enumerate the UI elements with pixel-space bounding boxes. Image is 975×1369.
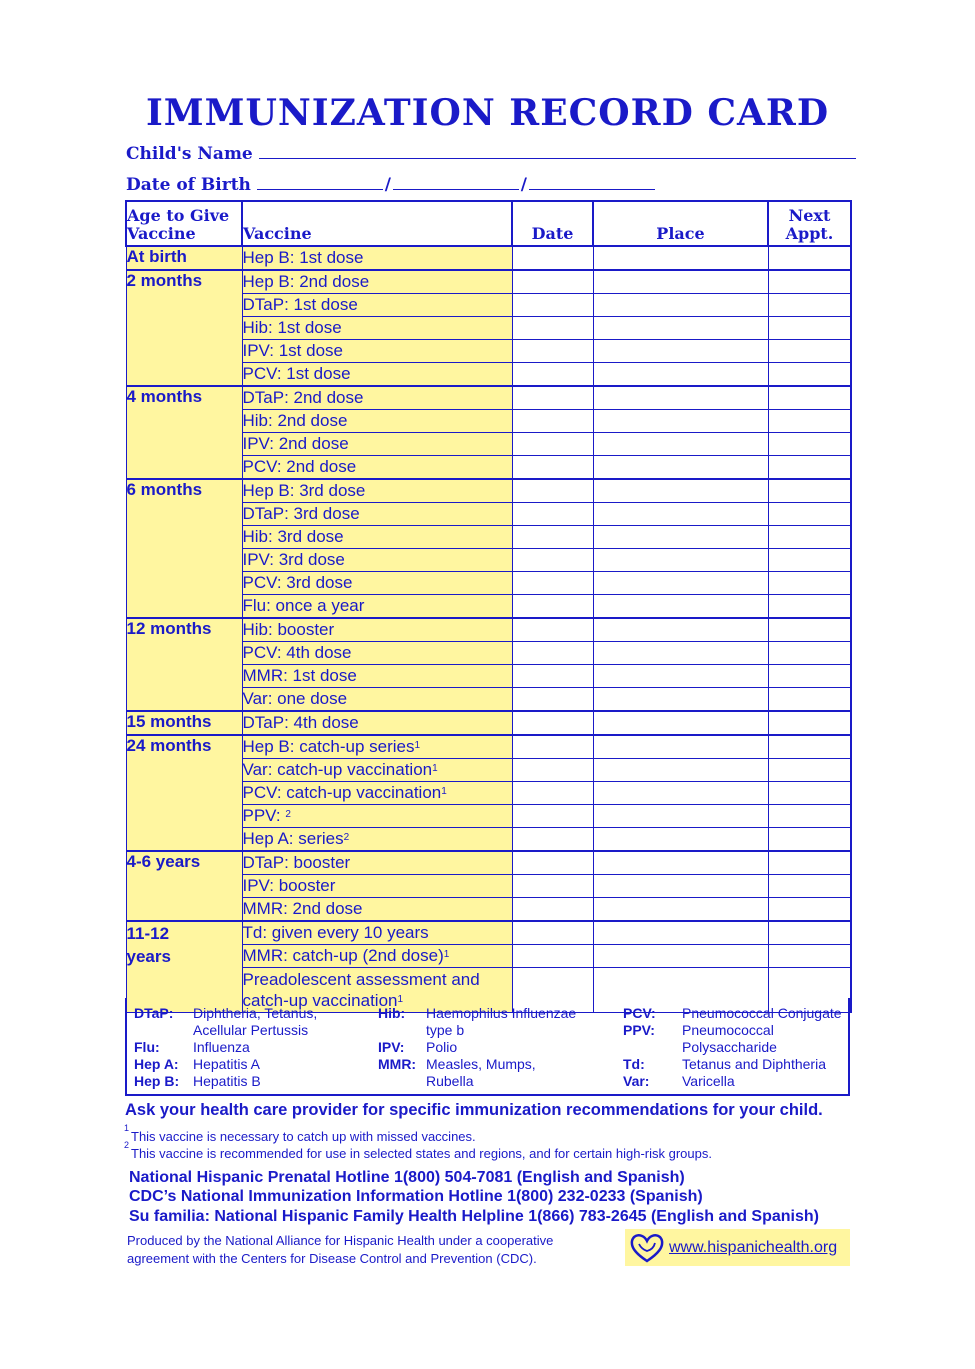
- vaccine-cell: IPV: 2nd dose: [242, 433, 512, 456]
- vaccine-cell: Var: one dose: [242, 688, 512, 712]
- place-cell[interactable]: [593, 246, 768, 270]
- date-cell[interactable]: [512, 456, 593, 480]
- age-cell: 2 months: [126, 270, 242, 386]
- header-place: Place: [593, 201, 768, 246]
- place-cell[interactable]: [593, 805, 768, 828]
- next-appt-cell[interactable]: [768, 386, 851, 410]
- vaccine-cell: PCV: 1st dose: [242, 363, 512, 387]
- next-appt-cell[interactable]: [768, 317, 851, 340]
- legend-column-2: [378, 1005, 576, 1090]
- vaccine-cell: PPV: $^2$: [242, 805, 512, 828]
- place-cell[interactable]: [593, 759, 768, 782]
- vaccine-cell: Hib: 1st dose: [242, 317, 512, 340]
- date-cell[interactable]: [512, 711, 593, 735]
- dob-label: Date of Birth: [126, 175, 251, 195]
- next-appt-cell[interactable]: [768, 851, 851, 875]
- legend-meaning: Hepatitis B: [193, 1073, 261, 1089]
- vaccine-cell: Td: given every 10 years: [242, 921, 512, 945]
- next-appt-cell[interactable]: [768, 433, 851, 456]
- legend-entry: [134, 1039, 317, 1056]
- dob-field: Date of Birth / /: [126, 173, 655, 195]
- place-cell[interactable]: [593, 595, 768, 619]
- next-appt-cell[interactable]: [768, 456, 851, 480]
- date-cell[interactable]: [512, 851, 593, 875]
- date-cell[interactable]: [512, 270, 593, 294]
- date-cell[interactable]: [512, 433, 593, 456]
- vaccine-cell: Preadolescent assessment and catch-up vaccination$^1$: [242, 968, 512, 1013]
- header-vaccine: Vaccine: [242, 201, 512, 246]
- table-row: [126, 246, 851, 270]
- age-cell: 4 months: [126, 386, 242, 479]
- age-cell: 11-12 years: [126, 921, 242, 1013]
- vaccine-cell: IPV: booster: [242, 875, 512, 898]
- table-row: [126, 735, 851, 759]
- place-cell[interactable]: [593, 711, 768, 735]
- date-cell[interactable]: [512, 642, 593, 665]
- place-cell[interactable]: [593, 363, 768, 387]
- page-title: IMMUNIZATION RECORD CARD: [145, 92, 830, 134]
- website-badge[interactable]: [625, 1229, 850, 1266]
- legend-abbrev: PCV:: [623, 1005, 656, 1021]
- date-cell[interactable]: [512, 945, 593, 968]
- hotline-cdc: CDC’s National Immunization Information Hotline 1(800) 232-0233 (Spanish): [129, 1188, 703, 1205]
- legend-entry: [623, 1073, 842, 1090]
- table-row: [126, 618, 851, 642]
- legend-abbrev: PPV:: [623, 1022, 655, 1038]
- vaccine-cell: PCV: 2nd dose: [242, 456, 512, 480]
- vaccine-cell: Hep B: 3rd dose: [242, 479, 512, 503]
- date-cell[interactable]: [512, 735, 593, 759]
- age-cell: At birth: [126, 246, 242, 270]
- website-link[interactable]: www.hispanichealth.org: [669, 1239, 838, 1256]
- immunization-table: [125, 200, 852, 1013]
- place-cell[interactable]: [593, 851, 768, 875]
- table-row: [126, 479, 851, 503]
- legend-abbrev: MMR:: [378, 1056, 417, 1072]
- vaccine-cell: PCV: catch-up vaccination$^1$: [242, 782, 512, 805]
- vaccine-cell: Hib: 3rd dose: [242, 526, 512, 549]
- legend-entry: [623, 1056, 842, 1073]
- legend-entry: [378, 1005, 576, 1039]
- legend-entry: [134, 1073, 317, 1090]
- date-cell[interactable]: [512, 410, 593, 433]
- child-name-field: [126, 142, 856, 164]
- vaccine-cell: PCV: 3rd dose: [242, 572, 512, 595]
- produced-by-note: Produced by the National Alliance for Hispanic Health under a cooperative agreement with the Centers for Disease Control and Prevention (CDC).: [127, 1233, 554, 1266]
- date-cell[interactable]: [512, 246, 593, 270]
- vaccine-cell: Hep B: catch-up series$^1$: [242, 735, 512, 759]
- footnote-2: 2 This vaccine is recommended for use in selected states and regions, and for certain high-risk groups.: [124, 1140, 712, 1161]
- vaccine-cell: Hep B: 2nd dose: [242, 270, 512, 294]
- next-appt-cell[interactable]: [768, 618, 851, 642]
- age-cell: 4-6 years: [126, 851, 242, 921]
- vaccine-cell: MMR: 2nd dose: [242, 898, 512, 922]
- date-cell[interactable]: [512, 782, 593, 805]
- next-appt-cell[interactable]: [768, 246, 851, 270]
- next-appt-cell[interactable]: [768, 945, 851, 968]
- next-appt-cell[interactable]: [768, 340, 851, 363]
- table-row: [126, 851, 851, 875]
- age-cell: 12 months: [126, 618, 242, 711]
- place-cell[interactable]: [593, 317, 768, 340]
- next-appt-cell[interactable]: [768, 898, 851, 922]
- next-appt-cell[interactable]: [768, 595, 851, 619]
- legend-meaning: Measles, Mumps, Rubella: [426, 1056, 536, 1089]
- heart-logo-icon: [629, 1232, 665, 1264]
- place-cell[interactable]: [593, 433, 768, 456]
- place-cell[interactable]: [593, 456, 768, 480]
- place-cell[interactable]: [593, 526, 768, 549]
- date-cell[interactable]: [512, 363, 593, 387]
- place-cell[interactable]: [593, 665, 768, 688]
- date-cell[interactable]: [512, 595, 593, 619]
- child-name-line[interactable]: [259, 142, 856, 159]
- next-appt-cell[interactable]: [768, 572, 851, 595]
- legend-abbrev: Hep A:: [134, 1056, 179, 1072]
- date-cell[interactable]: [512, 317, 593, 340]
- next-appt-cell[interactable]: [768, 759, 851, 782]
- table-row: [126, 386, 851, 410]
- next-appt-cell[interactable]: [768, 270, 851, 294]
- place-cell[interactable]: [593, 549, 768, 572]
- next-appt-cell[interactable]: [768, 875, 851, 898]
- next-appt-cell[interactable]: [768, 921, 851, 945]
- legend-entry: [134, 1005, 317, 1039]
- vaccine-cell: MMR: 1st dose: [242, 665, 512, 688]
- next-appt-cell[interactable]: [768, 735, 851, 759]
- vaccine-cell: Hep B: 1st dose: [242, 246, 512, 270]
- vaccine-cell: DTaP: 3rd dose: [242, 503, 512, 526]
- legend-meaning: Varicella: [682, 1073, 735, 1089]
- next-appt-cell[interactable]: [768, 526, 851, 549]
- next-appt-cell[interactable]: [768, 410, 851, 433]
- place-cell[interactable]: [593, 618, 768, 642]
- vaccine-cell: Var: catch-up vaccination$^1$: [242, 759, 512, 782]
- vaccine-cell: DTaP: booster: [242, 851, 512, 875]
- date-cell[interactable]: [512, 572, 593, 595]
- date-cell[interactable]: [512, 688, 593, 712]
- legend-entry: [378, 1039, 576, 1056]
- dob-month-line[interactable]: [257, 173, 383, 190]
- legend-meaning: Polio: [426, 1039, 458, 1055]
- legend-abbrev: Td:: [623, 1056, 645, 1072]
- legend-meaning: Diphtheria, Tetanus, Acellular Pertussis: [193, 1005, 318, 1038]
- legend-abbrev: Hep B:: [134, 1073, 180, 1089]
- date-cell[interactable]: [512, 294, 593, 317]
- next-appt-cell[interactable]: [768, 688, 851, 712]
- legend-meaning: Influenza: [193, 1039, 250, 1055]
- legend-entry: [623, 1005, 842, 1022]
- legend-entry: [134, 1056, 317, 1073]
- next-appt-cell[interactable]: [768, 665, 851, 688]
- table-row: [126, 711, 851, 735]
- header-next-appt: Next Appt.: [768, 201, 851, 246]
- hotline-prenatal: National Hispanic Prenatal Hotline 1(800) 504-7081 (English and Spanish): [129, 1169, 685, 1186]
- next-appt-cell[interactable]: [768, 711, 851, 735]
- next-appt-cell[interactable]: [768, 782, 851, 805]
- place-cell[interactable]: [593, 479, 768, 503]
- table-row: [126, 270, 851, 294]
- vaccine-cell: Hib: 2nd dose: [242, 410, 512, 433]
- legend-column-1: [134, 1005, 317, 1090]
- place-cell[interactable]: [593, 642, 768, 665]
- legend-abbrev: IPV:: [378, 1039, 405, 1055]
- next-appt-cell[interactable]: [768, 828, 851, 852]
- place-cell[interactable]: [593, 503, 768, 526]
- legend-entry: [378, 1056, 576, 1090]
- dob-year-line[interactable]: [529, 173, 655, 190]
- place-cell[interactable]: [593, 898, 768, 922]
- header-age: Age to Give Vaccine: [126, 201, 242, 246]
- date-cell[interactable]: [512, 479, 593, 503]
- next-appt-cell[interactable]: [768, 363, 851, 387]
- next-appt-cell[interactable]: [768, 294, 851, 317]
- next-appt-cell[interactable]: [768, 805, 851, 828]
- place-cell[interactable]: [593, 828, 768, 852]
- age-cell: 24 months: [126, 735, 242, 851]
- place-cell[interactable]: [593, 410, 768, 433]
- hotline-family-helpline: Su familia: National Hispanic Family Health Helpline 1(866) 783-2645 (English and Spanish): [129, 1208, 819, 1225]
- vaccine-cell: IPV: 3rd dose: [242, 549, 512, 572]
- legend-abbrev: Hib:: [378, 1005, 406, 1021]
- place-cell[interactable]: [593, 921, 768, 945]
- legend-meaning: Pneumococcal Polysaccharide: [682, 1022, 777, 1055]
- header-date: Date: [512, 201, 593, 246]
- place-cell[interactable]: [593, 735, 768, 759]
- vaccine-cell: DTaP: 4th dose: [242, 711, 512, 735]
- next-appt-cell[interactable]: [768, 503, 851, 526]
- age-cell: 6 months: [126, 479, 242, 618]
- legend-abbrev: DTaP:: [134, 1005, 174, 1021]
- place-cell[interactable]: [593, 875, 768, 898]
- child-name-label: Child's Name: [126, 144, 253, 164]
- legend-entry: [623, 1022, 842, 1056]
- next-appt-cell[interactable]: [768, 549, 851, 572]
- date-cell[interactable]: [512, 759, 593, 782]
- legend-column-3: [623, 1005, 842, 1090]
- date-cell[interactable]: [512, 618, 593, 642]
- place-cell[interactable]: [593, 294, 768, 317]
- place-cell[interactable]: [593, 340, 768, 363]
- place-cell[interactable]: [593, 270, 768, 294]
- date-cell[interactable]: [512, 921, 593, 945]
- age-cell: 15 months: [126, 711, 242, 735]
- vaccine-cell: DTaP: 1st dose: [242, 294, 512, 317]
- vaccine-cell: DTaP: 2nd dose: [242, 386, 512, 410]
- date-cell[interactable]: [512, 898, 593, 922]
- dob-day-line[interactable]: [393, 173, 519, 190]
- table-row: [126, 921, 851, 945]
- place-cell[interactable]: [593, 782, 768, 805]
- date-cell[interactable]: [512, 549, 593, 572]
- vaccine-cell: Flu: once a year: [242, 595, 512, 619]
- vaccine-cell: MMR: catch-up (2nd dose)$^1$: [242, 945, 512, 968]
- date-cell[interactable]: [512, 340, 593, 363]
- next-appt-cell[interactable]: [768, 642, 851, 665]
- next-appt-cell[interactable]: [768, 479, 851, 503]
- legend-meaning: Pneumococcal Conjugate: [682, 1005, 842, 1021]
- vaccine-cell: Hib: booster: [242, 618, 512, 642]
- footnote-1: 1 This vaccine is necessary to catch up with missed vaccines.: [124, 1123, 476, 1144]
- vaccine-cell: IPV: 1st dose: [242, 340, 512, 363]
- legend-meaning: Hepatitis A: [193, 1056, 260, 1072]
- vaccine-cell: Hep A: series$^2$: [242, 828, 512, 852]
- place-cell[interactable]: [593, 945, 768, 968]
- date-cell[interactable]: [512, 805, 593, 828]
- place-cell[interactable]: [593, 386, 768, 410]
- date-cell[interactable]: [512, 526, 593, 549]
- legend-abbrev: Flu:: [134, 1039, 160, 1055]
- date-cell[interactable]: [512, 828, 593, 852]
- legend-meaning: Haemophilus Influenzae type b: [426, 1005, 577, 1038]
- date-cell[interactable]: [512, 875, 593, 898]
- table-header-row: [126, 201, 851, 246]
- date-cell[interactable]: [512, 665, 593, 688]
- place-cell[interactable]: [593, 688, 768, 712]
- ask-provider-note: Ask your health care provider for specific immunization recommendations for your child.: [125, 1101, 823, 1119]
- date-cell[interactable]: [512, 386, 593, 410]
- legend-abbrev: Var:: [623, 1073, 650, 1089]
- place-cell[interactable]: [593, 572, 768, 595]
- abbreviation-legend: [125, 998, 850, 1096]
- date-cell[interactable]: [512, 503, 593, 526]
- legend-meaning: Tetanus and Diphtheria: [682, 1056, 826, 1072]
- vaccine-cell: PCV: 4th dose: [242, 642, 512, 665]
